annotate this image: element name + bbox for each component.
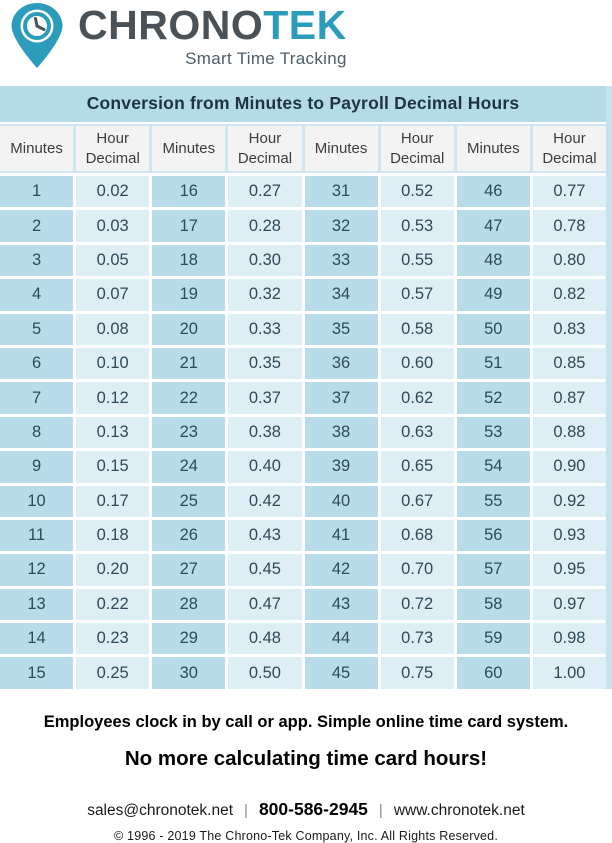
minutes-cell: 4 xyxy=(0,279,73,310)
minutes-cell: 1 xyxy=(0,176,73,207)
decimal-cell: 0.20 xyxy=(76,554,149,585)
contact-website: www.chronotek.net xyxy=(393,801,525,819)
decimal-cell: 0.60 xyxy=(381,348,454,379)
table-body xyxy=(0,176,606,689)
decimal-cell: 0.68 xyxy=(381,520,454,551)
decimal-cell: 0.55 xyxy=(381,245,454,276)
footer-line1: Employees clock in by call or app. Simple online time card system. xyxy=(43,712,569,731)
decimal-cell: 0.98 xyxy=(533,623,606,654)
brand-block xyxy=(78,2,347,69)
separator-pipe: | xyxy=(244,801,248,819)
decimal-cell: 0.22 xyxy=(76,589,149,620)
decimal-cell: 0.38 xyxy=(228,417,301,448)
decimal-cell: 0.17 xyxy=(76,486,149,517)
decimal-cell: 0.13 xyxy=(76,417,149,448)
brand-tagline: Smart Time Tracking xyxy=(185,49,347,68)
minutes-cell: 56 xyxy=(457,520,530,551)
minutes-cell: 35 xyxy=(305,314,378,345)
minutes-cell: 57 xyxy=(457,554,530,585)
minutes-cell: 26 xyxy=(152,520,225,551)
decimal-cell: 0.63 xyxy=(381,417,454,448)
decimal-cell: 0.32 xyxy=(228,279,301,310)
decimal-cell: 0.73 xyxy=(381,623,454,654)
separator-pipe: | xyxy=(378,801,383,819)
minutes-cell: 52 xyxy=(457,382,530,413)
header-cell-minutes: Minutes xyxy=(0,126,73,171)
minutes-cell: 29 xyxy=(152,623,225,654)
decimal-cell: 0.33 xyxy=(228,314,301,345)
decimal-cell: 0.40 xyxy=(228,451,301,482)
table-header-row xyxy=(0,124,606,173)
decimal-cell: 0.87 xyxy=(533,382,606,413)
minutes-cell: 51 xyxy=(457,348,530,379)
contact-phone: 800-586-2945 xyxy=(258,798,368,819)
minutes-cell: 2 xyxy=(0,210,73,241)
minutes-cell: 11 xyxy=(0,520,73,551)
minutes-cell: 9 xyxy=(0,451,73,482)
decimal-cell: 0.82 xyxy=(533,279,606,310)
decimal-cell: 0.92 xyxy=(533,486,606,517)
minutes-cell: 42 xyxy=(305,554,378,585)
minutes-cell: 15 xyxy=(0,657,73,688)
minutes-cell: 34 xyxy=(305,279,378,310)
decimal-cell: 0.97 xyxy=(533,589,606,620)
decimal-cell: 0.47 xyxy=(228,589,301,620)
decimal-cell: 0.67 xyxy=(381,486,454,517)
table-title: Conversion from Minutes to Payroll Decimal Hours xyxy=(0,86,606,122)
decimal-cell: 0.52 xyxy=(381,176,454,207)
logo xyxy=(0,0,612,76)
minutes-cell: 36 xyxy=(305,348,378,379)
decimal-cell: 0.78 xyxy=(533,210,606,241)
minutes-cell: 27 xyxy=(152,554,225,585)
decimal-cell: 0.02 xyxy=(76,176,149,207)
minutes-cell: 30 xyxy=(152,657,225,688)
clock-map-pin-icon xyxy=(8,3,66,69)
decimal-cell: 0.58 xyxy=(381,314,454,345)
decimal-cell: 0.27 xyxy=(228,176,301,207)
decimal-cell: 0.07 xyxy=(76,279,149,310)
decimal-cell: 0.70 xyxy=(381,554,454,585)
minutes-cell: 41 xyxy=(305,520,378,551)
minutes-cell: 10 xyxy=(0,486,73,517)
header-cell-hour-decimal: Hour Decimal xyxy=(76,126,149,171)
minutes-cell: 58 xyxy=(457,589,530,620)
minutes-cell: 7 xyxy=(0,382,73,413)
minutes-cell: 13 xyxy=(0,589,73,620)
minutes-cell: 55 xyxy=(457,486,530,517)
minutes-cell: 39 xyxy=(305,451,378,482)
minutes-cell: 46 xyxy=(457,176,530,207)
decimal-cell: 0.62 xyxy=(381,382,454,413)
minutes-cell: 6 xyxy=(0,348,73,379)
minutes-cell: 37 xyxy=(305,382,378,413)
decimal-cell: 0.15 xyxy=(76,451,149,482)
minutes-cell: 47 xyxy=(457,210,530,241)
header-cell-minutes: Minutes xyxy=(152,126,225,171)
minutes-cell: 44 xyxy=(305,623,378,654)
decimal-cell: 0.90 xyxy=(533,451,606,482)
decimal-cell: 0.28 xyxy=(228,210,301,241)
decimal-cell: 0.77 xyxy=(533,176,606,207)
decimal-cell: 0.18 xyxy=(76,520,149,551)
minutes-cell: 59 xyxy=(457,623,530,654)
minutes-cell: 24 xyxy=(152,451,225,482)
minutes-cell: 8 xyxy=(0,417,73,448)
minutes-cell: 23 xyxy=(152,417,225,448)
header-cell-hour-decimal: Hour Decimal xyxy=(381,126,454,171)
decimal-cell: 0.50 xyxy=(228,657,301,688)
minutes-cell: 5 xyxy=(0,314,73,345)
decimal-cell: 0.88 xyxy=(533,417,606,448)
header-cell-hour-decimal: Hour Decimal xyxy=(228,126,301,171)
decimal-cell: 0.23 xyxy=(76,623,149,654)
decimal-cell: 1.00 xyxy=(533,657,606,688)
brand-name-accent: TEK xyxy=(263,2,347,48)
minutes-cell: 16 xyxy=(152,176,225,207)
footer-line2: No more calculating time card hours! xyxy=(124,746,488,770)
decimal-cell: 0.05 xyxy=(76,245,149,276)
minutes-cell: 18 xyxy=(152,245,225,276)
decimal-cell: 0.83 xyxy=(533,314,606,345)
contact-email: sales@chronotek.net xyxy=(87,801,234,819)
minutes-cell: 19 xyxy=(152,279,225,310)
minutes-cell: 21 xyxy=(152,348,225,379)
decimal-cell: 0.43 xyxy=(228,520,301,551)
decimal-cell: 0.57 xyxy=(381,279,454,310)
decimal-cell: 0.95 xyxy=(533,554,606,585)
decimal-cell: 0.53 xyxy=(381,210,454,241)
decimal-cell: 0.12 xyxy=(76,382,149,413)
decimal-cell: 0.10 xyxy=(76,348,149,379)
minutes-cell: 17 xyxy=(152,210,225,241)
decimal-cell: 0.45 xyxy=(228,554,301,585)
minutes-cell: 28 xyxy=(152,589,225,620)
minutes-cell: 53 xyxy=(457,417,530,448)
decimal-cell: 0.30 xyxy=(228,245,301,276)
decimal-cell: 0.93 xyxy=(533,520,606,551)
decimal-cell: 0.25 xyxy=(76,657,149,688)
minutes-cell: 49 xyxy=(457,279,530,310)
decimal-cell: 0.42 xyxy=(228,486,301,517)
decimal-cell: 0.75 xyxy=(381,657,454,688)
header-cell-hour-decimal: Hour Decimal xyxy=(533,126,606,171)
decimal-cell: 0.35 xyxy=(228,348,301,379)
conversion-table xyxy=(0,86,612,689)
decimal-cell: 0.37 xyxy=(228,382,301,413)
minutes-cell: 40 xyxy=(305,486,378,517)
minutes-cell: 60 xyxy=(457,657,530,688)
minutes-cell: 50 xyxy=(457,314,530,345)
minutes-cell: 22 xyxy=(152,382,225,413)
minutes-cell: 14 xyxy=(0,623,73,654)
minutes-cell: 31 xyxy=(305,176,378,207)
minutes-cell: 3 xyxy=(0,245,73,276)
minutes-cell: 25 xyxy=(152,486,225,517)
minutes-cell: 54 xyxy=(457,451,530,482)
minutes-cell: 45 xyxy=(305,657,378,688)
decimal-cell: 0.65 xyxy=(381,451,454,482)
copyright-notice: © 1996 - 2019 The Chrono-Tek Company, Inc. All Rights Reserved. xyxy=(113,828,499,843)
decimal-cell: 0.85 xyxy=(533,348,606,379)
decimal-cell: 0.80 xyxy=(533,245,606,276)
decimal-cell: 0.08 xyxy=(76,314,149,345)
minutes-cell: 32 xyxy=(305,210,378,241)
header-cell-minutes: Minutes xyxy=(457,126,530,171)
header-cell-minutes: Minutes xyxy=(305,126,378,171)
minutes-cell: 43 xyxy=(305,589,378,620)
minutes-cell: 12 xyxy=(0,554,73,585)
contact-line xyxy=(0,799,612,820)
decimal-cell: 0.48 xyxy=(228,623,301,654)
brand-name-primary: CHRONO xyxy=(78,2,264,48)
minutes-cell: 20 xyxy=(152,314,225,345)
minutes-cell: 48 xyxy=(457,245,530,276)
decimal-cell: 0.72 xyxy=(381,589,454,620)
minutes-cell: 38 xyxy=(305,417,378,448)
minutes-cell: 33 xyxy=(305,245,378,276)
decimal-cell: 0.03 xyxy=(76,210,149,241)
brand-name xyxy=(78,2,347,48)
